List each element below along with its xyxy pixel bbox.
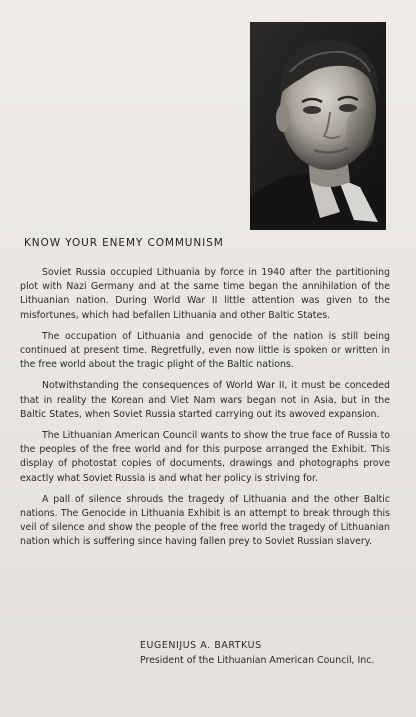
signature-name: EUGENIJUS A. BARTKUS xyxy=(140,640,262,651)
signature-block xyxy=(140,638,374,668)
paragraph: The occupation of Lithuania and genocide of the nation is still being continued at present time. Regretfully, even now little is spoken or written in the free world about the tragic plight of the Baltic nations. xyxy=(20,330,390,371)
portrait-photo xyxy=(250,22,386,230)
paragraph: Soviet Russia occupied Lithuania by force in 1940 after the partitioning plot with Nazi Germany and at the same time began the annihilation of the Lithuanian nation. During World War II little attention was given to the misfortunes, which had befallen Lithuania and other Baltic States. xyxy=(20,267,390,321)
body-text xyxy=(20,266,390,557)
signature-title: President of the Lithuanian American Council, Inc. xyxy=(140,655,375,666)
paragraph: The Lithuanian American Council wants to show the true face of Russia to the peoples of the free world and for this purpose arranged the Exhibit. This display of photostat copies of documents, drawings and photographs prove exactly what Soviet Russia is and what her policy is striving for. xyxy=(20,430,390,484)
paragraph: Notwithstanding the consequences of World War II, it must be conceded that in reality the Korean and Viet Nam wars began not in Asia, but in the Baltic States, when Soviet Russia started carrying out its awoved expansion. xyxy=(20,380,390,420)
document-heading: KNOW YOUR ENEMY COMMUNISM xyxy=(24,237,224,249)
paragraph: A pall of silence shrouds the tragedy of Lithuania and the other Baltic nations. The Genocide in Lithuania Exhibit is an attempt to break through this veil of silence and show the people of the free world the tragedy of Lithuanian nation which is suffering since having fallen prey to Soviet Russian slavery. xyxy=(20,493,390,548)
